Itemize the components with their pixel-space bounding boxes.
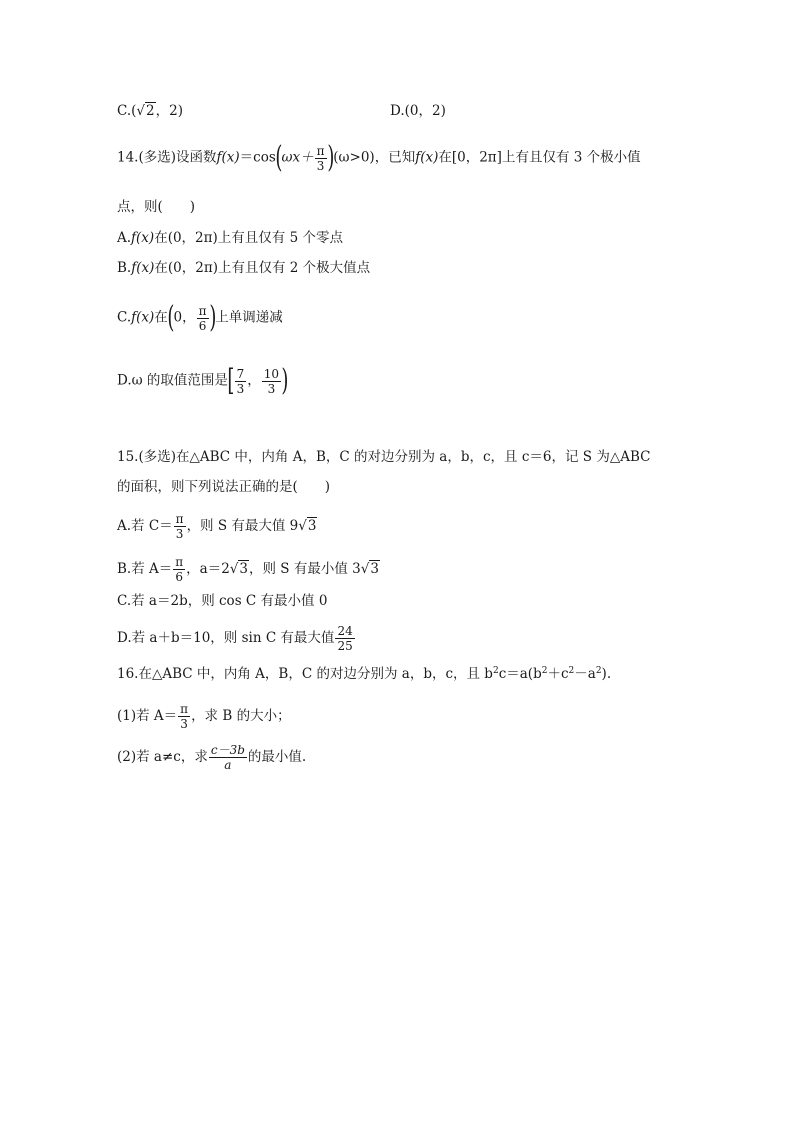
q13-option-d: D.(0，2) — [390, 103, 446, 119]
q15-option-b: B.若 A＝ $\frac{\pi}{6}$ ，a＝2√3，则 S 有最小值 3√3 — [117, 555, 379, 584]
q14-stem-line1: 14.(多选)设函数f(x)＝cos(ωx＋ $\frac{\pi}{3}$ )(ω>0)，已知f(x)在[0，2π]上有且仅有 3 个极小值 — [117, 140, 641, 175]
fraction-pi-over-3: $\frac{\pi}{3}$ — [175, 512, 184, 541]
q15-option-a: A.若 C＝ $\frac{\pi}{3}$ ，则 S 有最大值 9√3 — [117, 512, 317, 541]
fraction-pi-over-3: $\frac{\pi}{3}$ — [316, 143, 325, 173]
fraction-7-over-3: $\frac{7}{3}$ — [236, 366, 245, 396]
q13-option-c: C.(√2，2) — [117, 103, 183, 119]
sqrt-symbol: √3 — [360, 561, 379, 577]
fraction-10-over-3: $\frac{10}{3}$ — [263, 366, 280, 396]
fraction-pi-over-6: $\frac{\pi}{6}$ — [175, 555, 184, 584]
q15-option-d: D.若 a＋b＝10，则 sin C 有最大值 $\frac{24}{25}$ — [117, 624, 353, 653]
q14-option-b: B.f(x)在(0，2π)上有且仅有 2 个极大值点 — [117, 260, 371, 276]
fraction-pi-over-3: $\frac{\pi}{3}$ — [180, 702, 189, 731]
q14-option-c: C.f(x)在(0， $\frac{\pi}{6}$ )上单调递减 — [117, 300, 283, 335]
q14-option-a: A.f(x)在(0，2π)上有且仅有 5 个零点 — [117, 230, 343, 246]
sqrt-symbol: √3 — [229, 561, 248, 577]
q15-stem-line1: 15.(多选)在△ABC 中，内角 A，B，C 的对边分别为 a，b，c，且 c＝6，记 S 为△ABC — [117, 449, 651, 465]
q14-option-d: D.ω 的取值范围是[ $\frac{7}{3}$ ， $\frac{10}{3}$ ) — [117, 363, 289, 398]
sqrt-symbol: √3 — [298, 518, 317, 534]
q14-stem-line2: 点，则( ) — [117, 199, 196, 215]
q16-stem: 16.在△ABC 中，内角 A，B，C 的对边分别为 a，b，c，且 $b^2c=a(b^2+c^2-a^2)$. — [117, 666, 612, 682]
q15-stem-line2: 的面积，则下列说法正确的是( ) — [117, 479, 331, 495]
fraction-24-over-25: $\frac{24}{25}$ — [337, 624, 353, 653]
q15-option-c: C.若 a＝2b，则 cos C 有最小值 0 — [117, 593, 328, 609]
q16-part2: (2)若 a≠c，求 $\frac{c-3b}{a}$ 的最小值. — [117, 743, 307, 772]
q16-part1: (1)若 A＝ $\frac{\pi}{3}$ ，求 B 的大小； — [117, 702, 291, 731]
fraction-pi-over-6: $\frac{\pi}{6}$ — [198, 303, 207, 333]
sqrt-symbol: √2 — [136, 103, 155, 119]
fraction-expression: $\frac{c-3b}{a}$ — [210, 743, 245, 772]
